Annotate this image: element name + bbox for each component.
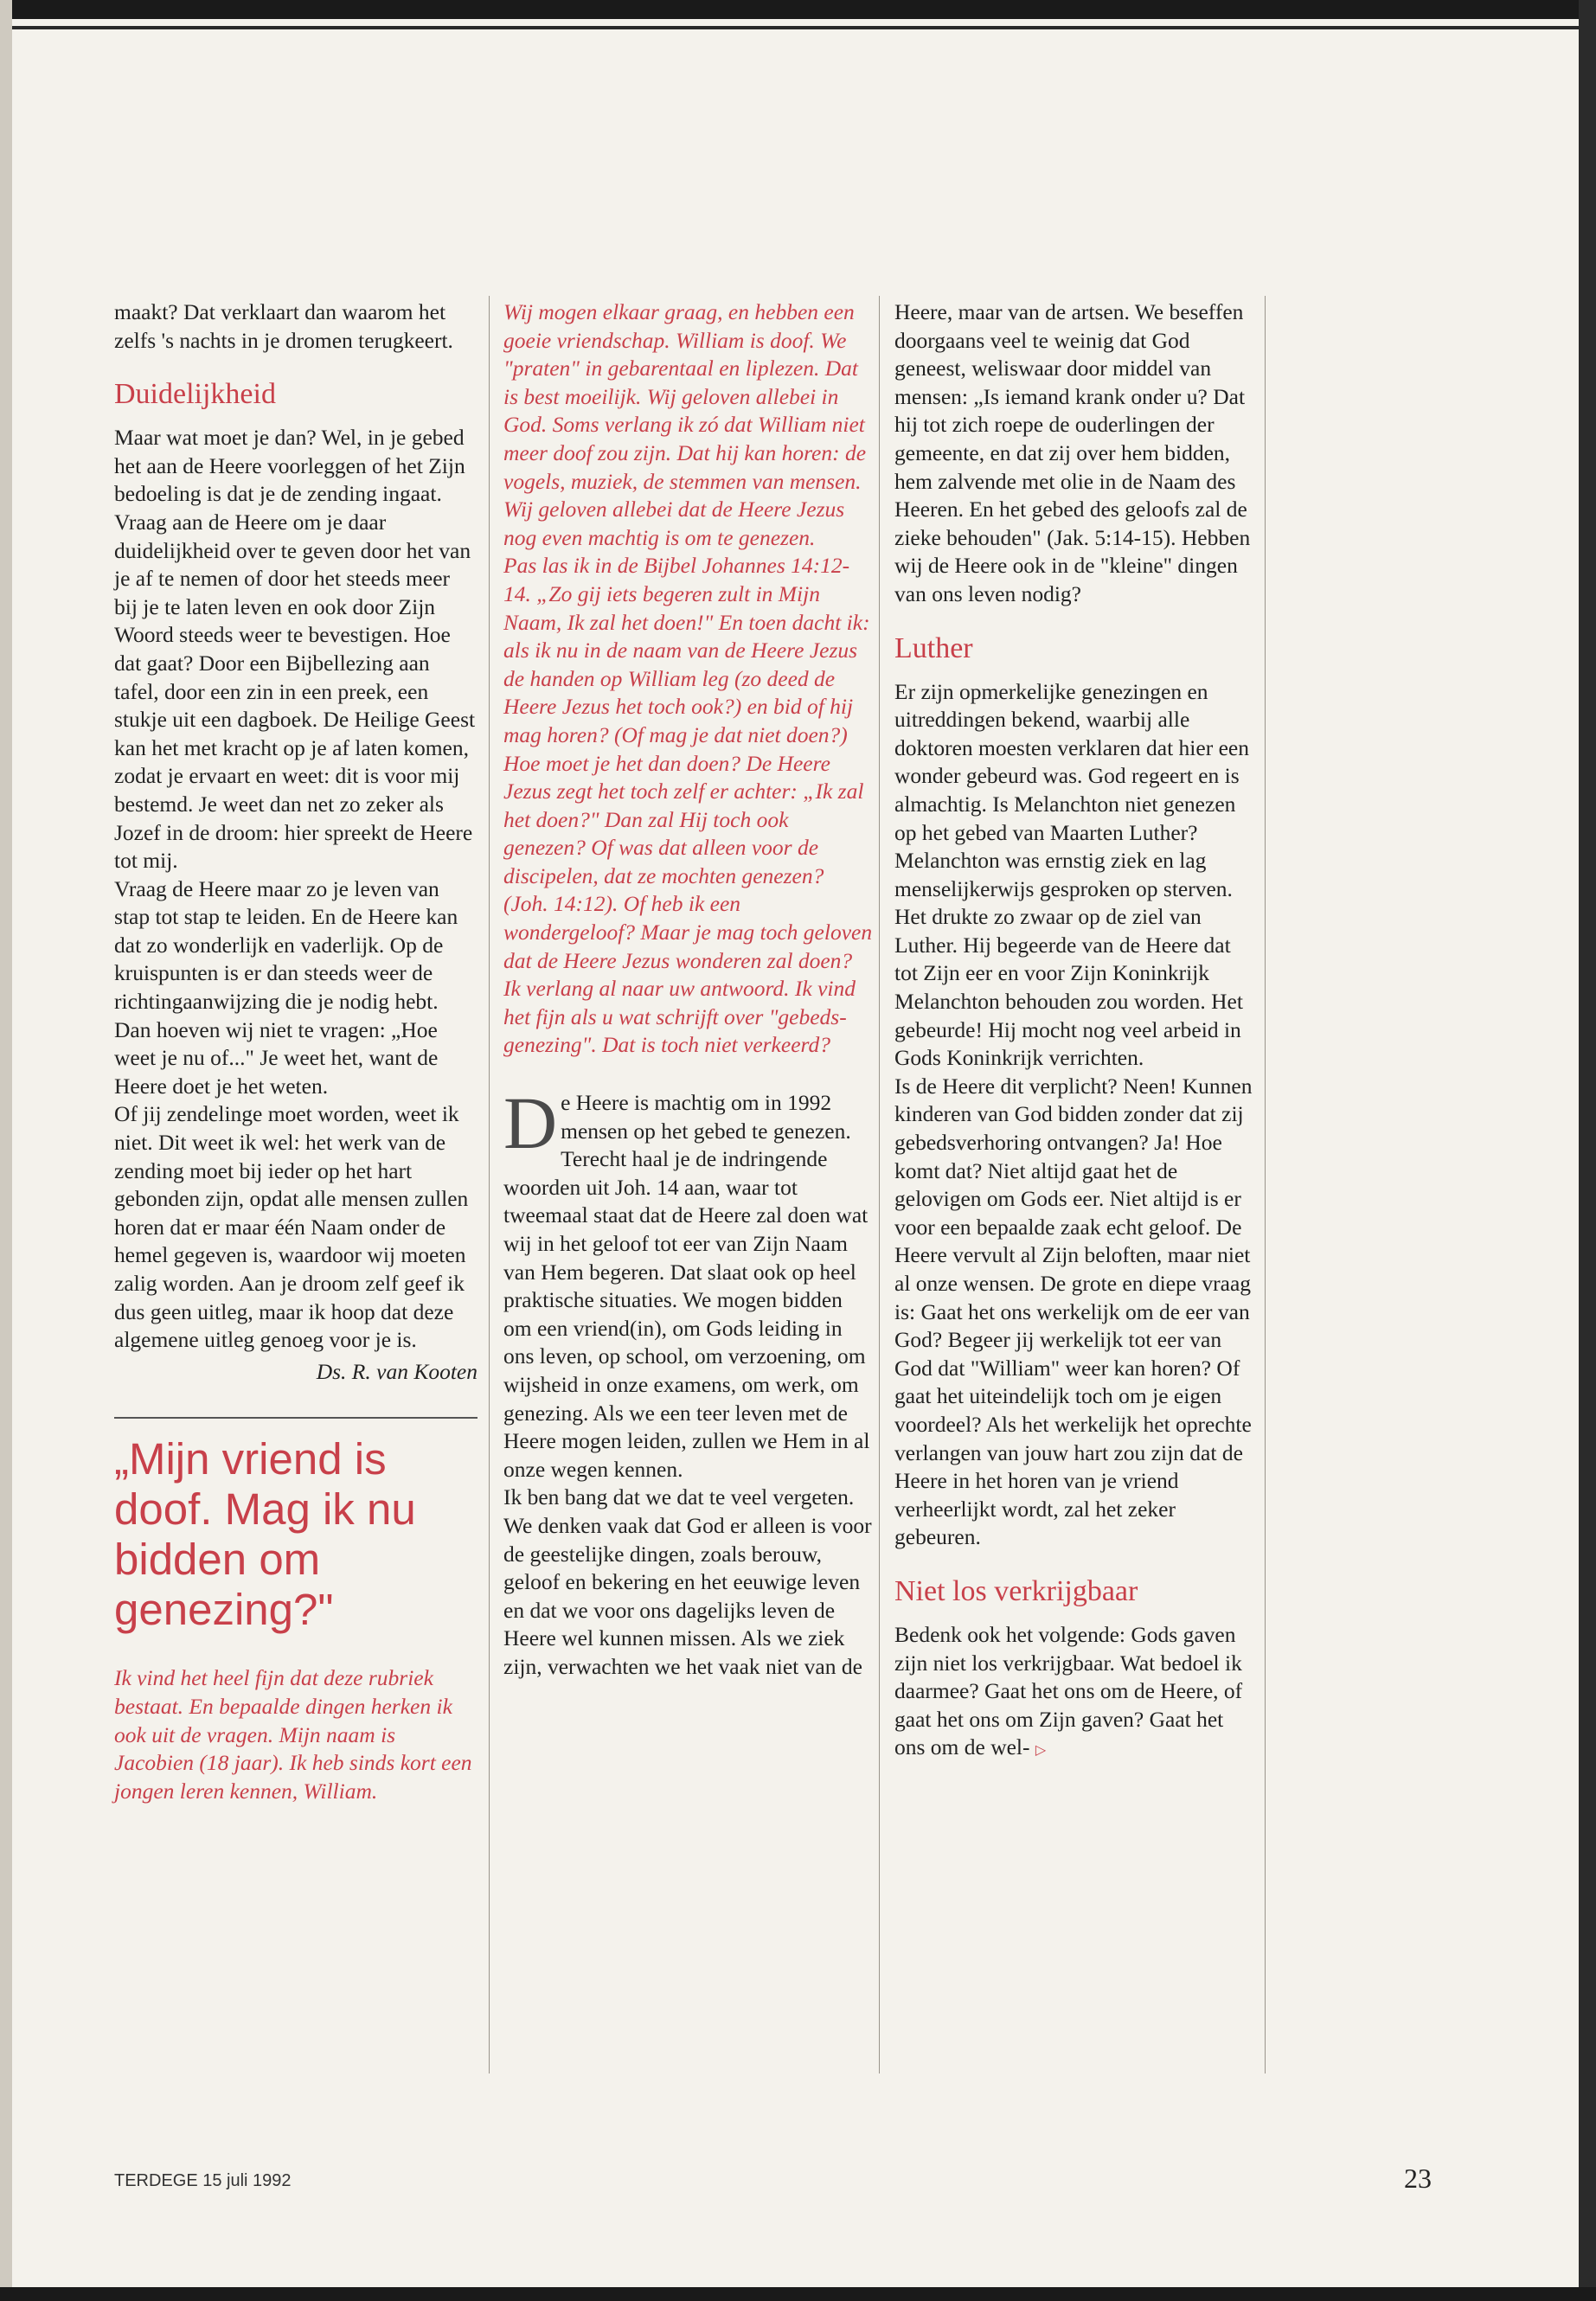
reader-letter-continued: Pas las ik in de Bijbel Johannes 14:12-14. „Zo gij iets begeren zult in Mijn Naam, Ik zal het doen!" En toen dacht ik: als ik nu in de naam van de Heere Jezus de handen op William leg (zo deed de Heere Jezus het toch ook?) en bid of hij mag horen? (Of mag je dat niet doen?) Hoe moet je het dan doen? De Heere Jezus zegt het toch zelf er achter: „Ik zal het doen?" Dan zal Hij toch ook genezen? Of was dat alleen voor de discipelen, dat ze mochten genezen? (Joh. 14:12). Of heb ik een wondergeloof? Maar je mag toch geloven dat de Heere Jezus wonderen zal doen? Ik verlang al naar uw antwoord. Ik vind het fijn als u wat schrijft over "gebeds-genezing". Dat is toch niet verkeerd? (503, 553, 873, 1058)
reader-letter-continued: Wij mogen elkaar graag, en hebben een goeie vriendschap. William is doof. We "praten" in gebarentaal en liplezen. Dat is best moeilijk. Wij geloven allebei in God. Soms verlang ik zó dat William niet meer doof zou zijn. Dat hij kan horen: de vogels, muziek, de stemmen van mensen. Wij geloven allebei dat de Heere Jezus nog even machtig is om te genezen. (503, 299, 867, 550)
right-scan-edge (1579, 0, 1596, 2301)
paragraph: Vraag de Heere maar zo je leven van stap tot stap te leiden. En de Heere kan dat zo wonderlijk en vaderlijk. Op de kruispunten is er dan steeds weer de richtingaanwijzing die je nodig hebt. Dan hoeven wij niet te vragen: „Hoe weet je nu of..." Je weet het, want de Heere doet je het weten. (114, 875, 458, 1099)
paragraph: Ik ben bang dat we dat te veel vergeten. We denken vaak dat God er alleen is voor de geestelijke dingen, zoals berouw, geloof en bekering en het eeuwige leven en dat we voor ons dagelijks leven de Heere wel kunnen missen. Als we ziek zijn, verwachten we het vaak niet van de (503, 1484, 872, 1679)
paragraph: Maar wat moet je dan? Wel, in je gebed het aan de Heere voorleggen of het Zijn bedoeling is dat je de zending ingaat. Vraag aan de Heere om je daar duidelijkheid over te geven door het van je af te nemen of door het steeds meer bij je te laten leven en ook door Zijn Woord steeds weer te bevestigen. Hoe dat gaat? Door een Bijbellezing aan tafel, door een zin in een preek, een stukje uit een dagboek. De Heilige Geest kan het met kracht op je af laten komen, zodat je ervaart en weet: dit is voor mij bestemd. Je weet dan net zo zeker als Jozef in de droom: hier spreekt de Heere tot mij. (114, 425, 476, 874)
paragraph (894, 1621, 1256, 1766)
author-signature: Ds. R. van Kooten (316, 1358, 478, 1384)
top-scan-edge (0, 0, 1596, 19)
column-3 (894, 298, 1256, 1766)
answer-block (503, 1081, 874, 1484)
column-rule-right (1265, 296, 1266, 2073)
column-1 (114, 298, 478, 1805)
quote-divider (114, 1417, 478, 1419)
paragraph: Er zijn opmerkelijke genezingen en uitreddingen bekend, waarbij alle doktoren moesten verklaren dat hier een wonder gebeurd was. God regeert en is almachtig. Is Melanchton niet genezen op het gebed van Maarten Luther? Melanchton was ernstig ziek en lag menselijkerwijs gesproken op sterven. Het drukte zo zwaar op de ziel van Luther. Hij begeerde van de Heere dat tot Zijn eer en voor Zijn Koninkrijk Melanchton behouden zou worden. Het gebeurde! Hij mocht nog veel arbeid in Gods Koninkrijk verrichten. (894, 678, 1249, 1071)
continue-arrow-icon: ▷ (1035, 1743, 1047, 1759)
top-scan-line (0, 26, 1596, 29)
pull-quote-title: „Mijn vriend is doof. Mag ik nu bidden om genezing?" (114, 1434, 416, 1635)
page-number: 23 (1404, 2163, 1432, 2194)
column-rule-left (489, 296, 490, 2073)
paragraph-intro: maakt? Dat verklaart dan waarom het zelfs 's nachts in je dromen terugkeert. (114, 299, 453, 353)
paragraph-text: Bedenk ook het volgende: Gods gaven zijn niet los verkrijgbaar. Wat bedoel ik daarmee? Gaat het ons om de Heere, of gaat het ons om Zijn gaven? Gaat het ons om de wel- (894, 1621, 1243, 1760)
paragraph: Heere, maar van de artsen. We beseffen doorgaans veel te weinig dat God geneest, weliswaar door middel van mensen: „Is iemand krank onder u? Dat hij tot zich roepe de ouderlingen der gemeente, en dat zij over hem bidden, hem zalvende met olie in de Naam des Heeren. En het gebed des geloofs zal de zieke behouden" (Jak. 5:14-15). Hebben wij de Heere ook in de "kleine" dingen van ons leven nodig? (894, 299, 1251, 606)
heading-duidelijkheid: Duidelijkheid (114, 378, 276, 411)
heading-niet-los-verkrijgbaar: Niet los verkrijgbaar (894, 1574, 1138, 1607)
bottom-scan-edge (0, 2287, 1596, 2301)
column-rule-middle (879, 296, 880, 2073)
left-scan-edge (0, 0, 12, 2301)
footer-publication: TERDEGE 15 juli 1992 (114, 2171, 292, 2190)
column-2 (503, 298, 874, 1682)
reader-letter: Ik vind het heel fijn dat deze rubriek bestaat. En bepaalde dingen herken ik ook uit de vragen. Mijn naam is Jacobien (18 jaar). Ik heb sinds kort een jongen leren kennen, William. (114, 1665, 472, 1804)
paragraph: Is de Heere dit verplicht? Neen! Kunnen kinderen van God bidden zonder dat zij gebedsverhoring ontvangen? Ja! Hoe komt dat? Niet altijd gaat het de gelovigen om Gods eer. Niet altijd is er voor een bepaalde zaak echt geloof. De Heere vervult al Zijn beloften, maar niet al onze wensen. De grote en diepe vraag is: Gaat het ons werkelijk om de eer van God? Begeer jij werkelijk tot eer van God dat "William" weer kan horen? Of gaat het uiteindelijk toch om je eigen voordeel? Als het werkelijk het oprechte verlangen van jouw hart zou zijn dat de Heere in het horen van je vriend verheerlijkt wordt, zal het zeker gebeuren. (894, 1073, 1253, 1550)
paragraph: Of jij zendelinge moet worden, weet ik niet. Dit weet ik wel: het werk van de zending moet bij ieder op het hart gebonden zijn, opdat alle mensen zullen horen dat er maar één Naam onder de hemel gegeven is, waardoor wij moeten zalig worden. Aan je droom zelf geef ik dus geen uitleg, maar ik hoop dat deze algemene uitleg genoeg voor je is. (114, 1101, 469, 1353)
drop-cap: D (503, 1081, 558, 1165)
paragraph: e Heere is machtig om in 1992 mensen op het gebed te genezen. Terecht haal je de indringende woorden uit Joh. 14 aan, waar tot tweemaal staat dat de Heere zal doen wat wij in het geloof tot eer van Zijn Naam van Hem begeren. Dat slaat ook op heel praktische situaties. We mogen bidden om een vriend(in), om Gods leiding in ons leven, op school, om verzoening, om wijsheid in onze examens, om werk, om genezing. Als we een teer leven met de Heere mogen leiden, zullen we Hem in al onze wegen kennen. (503, 1090, 870, 1482)
heading-luther: Luther (894, 631, 973, 664)
